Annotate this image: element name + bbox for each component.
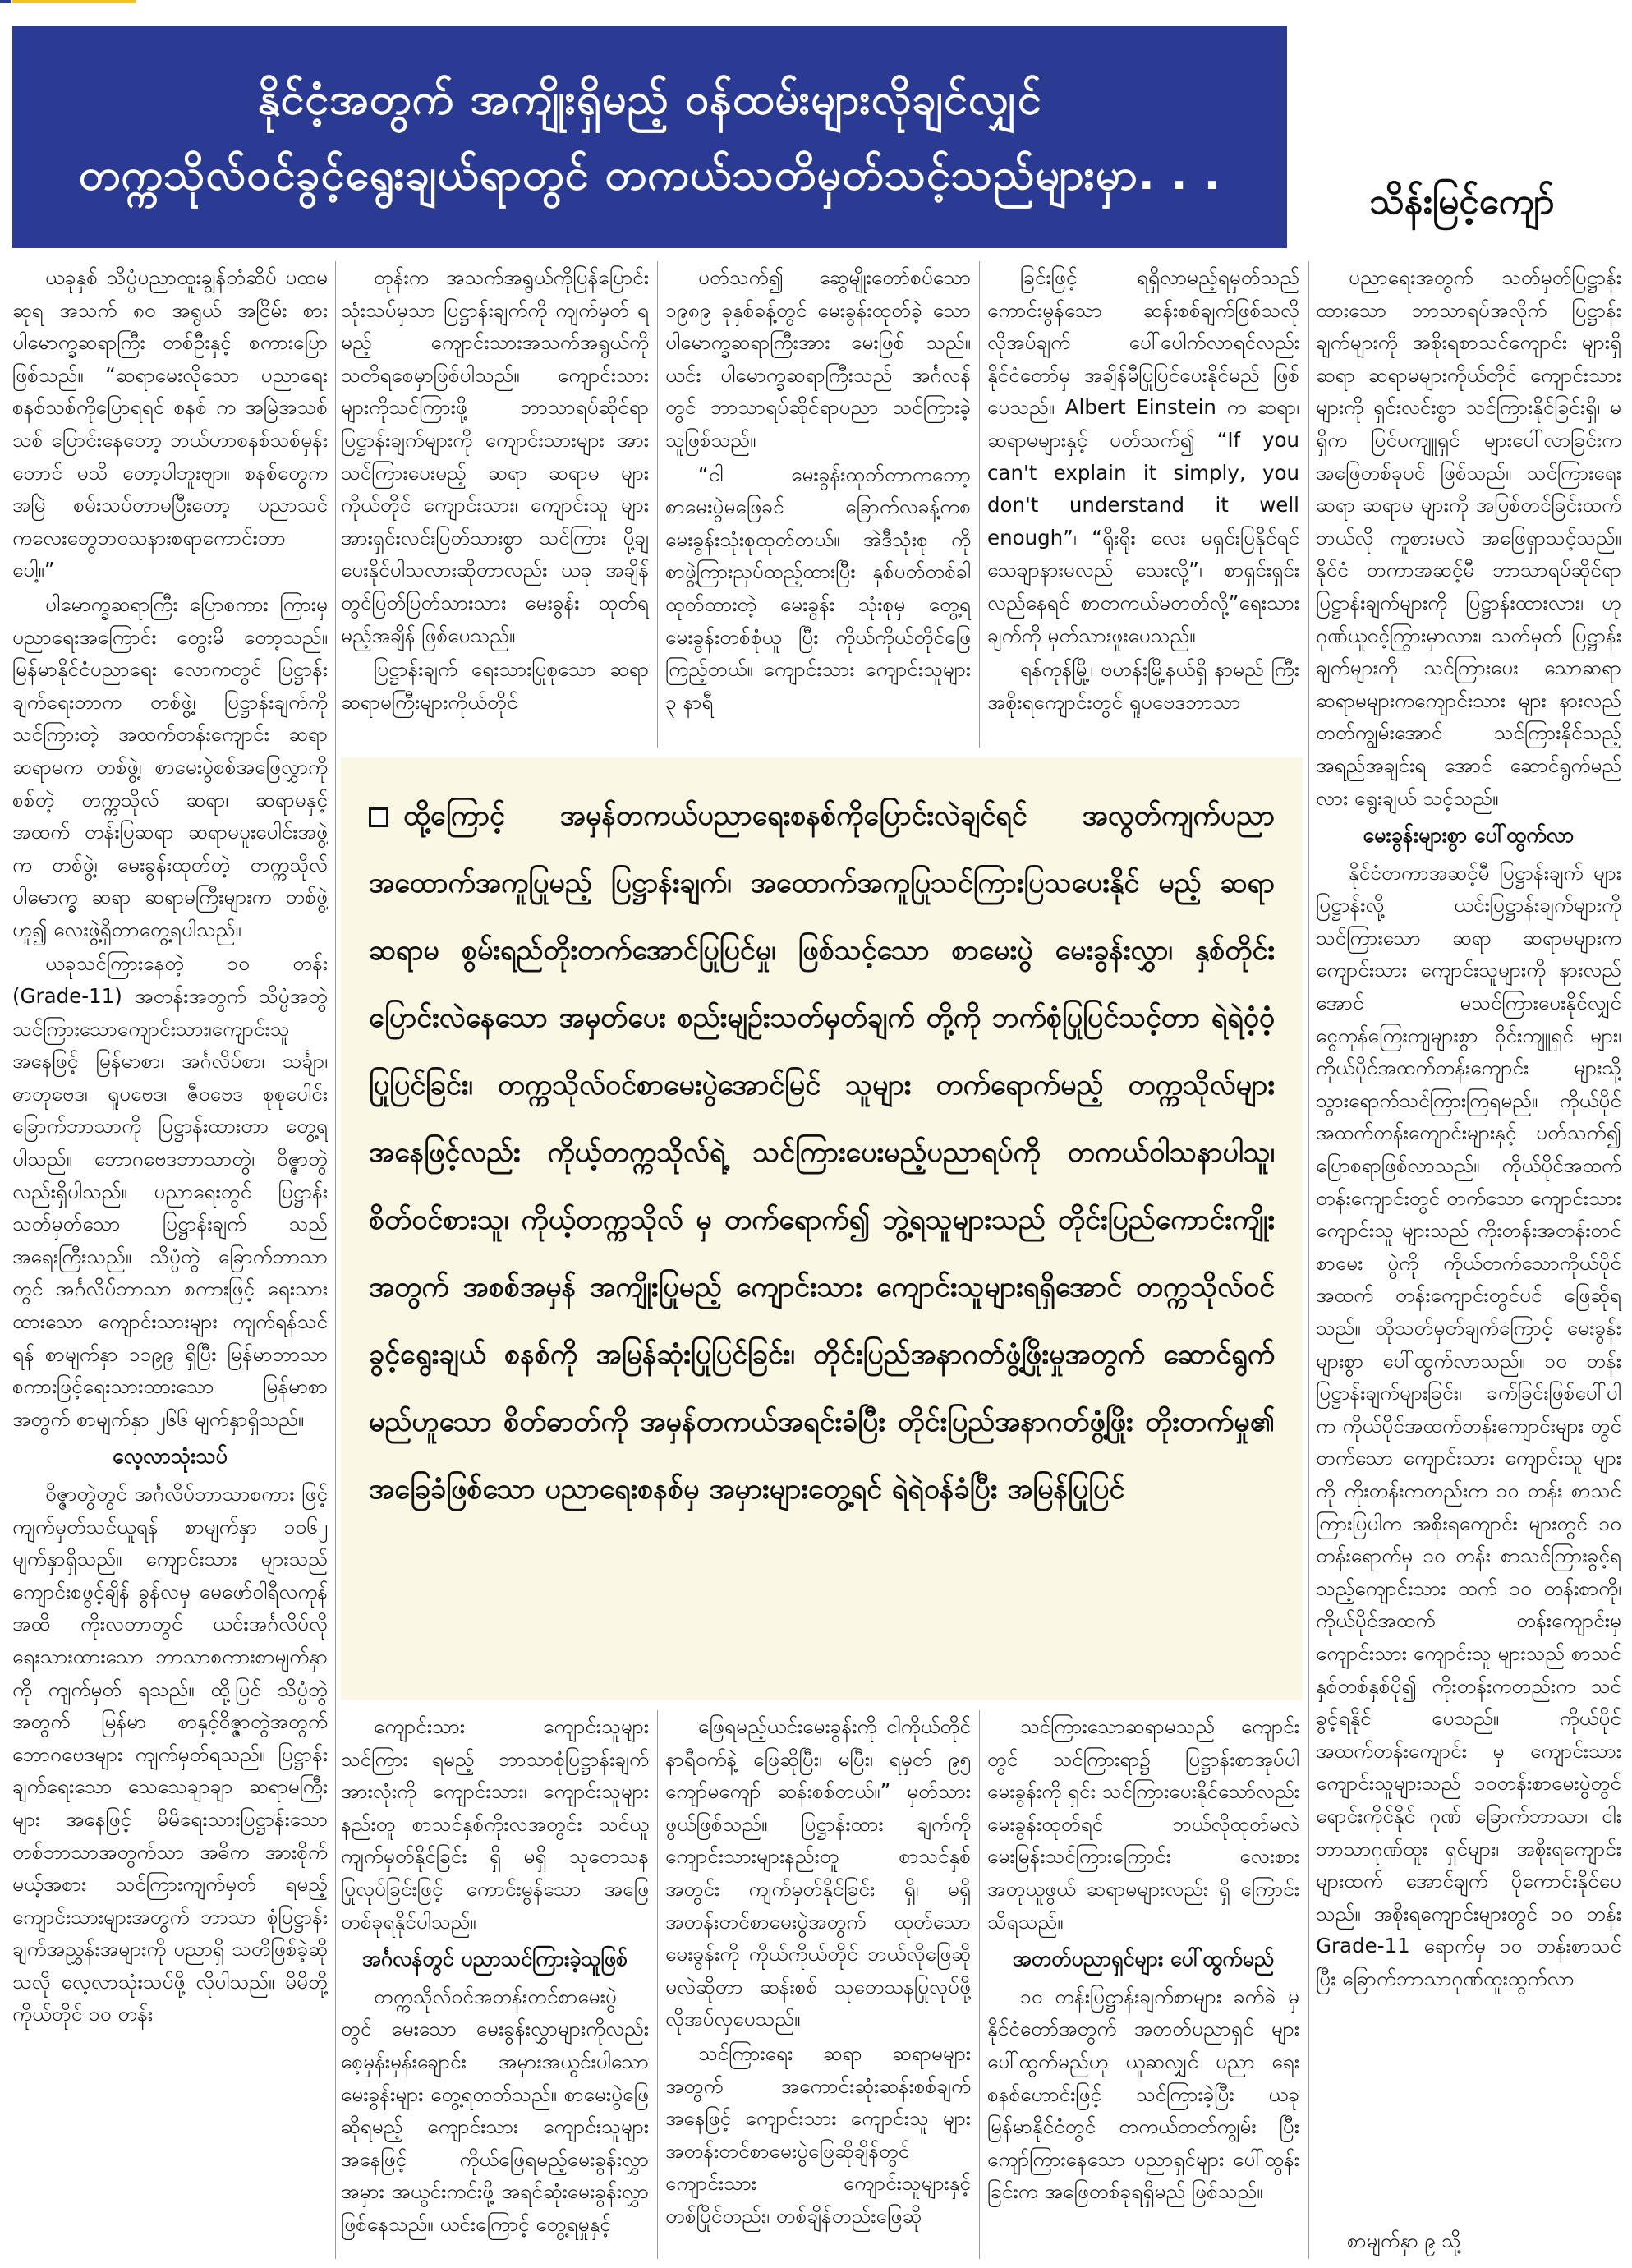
column-divider — [1308, 261, 1309, 2259]
headline-line-2: တက္ကသိုလ်ဝင်ခွင့်ရွေးချယ်ရာတွင် တကယ်သတိမှတ်သင့်သည်များမှာ. . . — [78, 150, 1221, 200]
article-paragraph: ၁၀ တန်းပြဋ္ဌာန်းချက်စာများ ခက်ခဲ မှ နိုင်ငံတော်အတွက် အတတ်ပညာရှင် များပေါ်ထွက်မည်ဟု ယူဆလျှင် ပညာ ရေးစနစ်ဟောင်းဖြင့် သင်ကြားခဲ့ပြီး ယခုမြန်မာနိုင်ငံတွင် တကယ်တတ်ကျွမ်း ပြီး ကျော်ကြားနေသော ပညာရှင်များ ပေါ်ထွန်းခြင်းက အဖြေတစ်ခုရရှိမည် ဖြစ်သည်။ — [987, 1984, 1299, 2204]
subheading: လေ့လာသုံးသပ် — [113, 1444, 228, 1469]
article-paragraph: ဖြေရမည့်ယင်းမေးခွန်းကို ငါကိုယ်တိုင် နာရီဝက်နဲ့ ဖြေဆိုပြီး၊ မပြီး၊ ရမှတ် ၉၅ ကျော်မကျော် ဆန်းစစ်တယ်။” မှတ်သားဖွယ်ဖြစ်သည်။ ပြဋ္ဌာန်းထား ချက်ကို ကျောင်းသားများနည်းတူ စာသင်နှစ်အတွင်း ကျက်မှတ်နိုင်ခြင်း ရှိ၊ မရှိ အတန်းတင်စာမေးပွဲအတွက် ထုတ်သောမေးခွန်းကို ကိုယ်ကိုယ်တိုင် ဘယ်လိုဖြေဆိုမလဲဆိုတာ ဆန်းစစ် သုတေသနပြုလုပ်ဖို့ လိုအပ်လှပေသည်။ — [665, 1714, 971, 2031]
article-column-4-bottom — [987, 1710, 1299, 2259]
article-column-3-top — [665, 261, 971, 748]
article-paragraph: ကျောင်းသား ကျောင်းသူများ သင်ကြား ရမည့် ဘာသာစုံပြဋ္ဌာန်းချက်အားလုံးကို ကျောင်းသား၊ ကျောင်းသူများနည်းတူ စာသင်နှစ်ကိုးလအတွင်း သင်ယူ ကျက်မှတ်နိုင်ခြင်း ရှိ မရှိ သုတေသန ပြုလုပ်ခြင်းဖြင့် ကောင်းမွန်သော အဖြေ တစ်ခုရနိုင်ပါသည်။ — [341, 1714, 649, 1934]
article-paragraph: ပညာရေးအတွက် သတ်မှတ်ပြဋ္ဌာန်း ထားသော ဘာသာရပ်အလိုက် ပြဋ္ဌာန်း ချက်များကို အစိုးရစာသင်ကျောင်း များရှိ ဆရာ ဆရာမများကိုယ်တိုင် ကျောင်းသားများကို ရှင်းလင်းစွာ သင်ကြားနိုင်ခြင်းရှိ၊ မရှိက ပြင်ပကျူရှင် များပေါ်လာခြင်းက အဖြေတစ်ခုပင် ဖြစ်သည်။ သင်ကြားရေး ဆရာ ဆရာမ များကို အပြစ်တင်ခြင်းထက် ဘယ်လို ကူစားမလဲ အဖြေရှာသင့်သည်။ နိုင်ငံ တကာအဆင့်မီ ဘာသာရပ်ဆိုင်ရာ ပြဋ္ဌာန်းချက်များကို ပြဋ္ဌာန်းထားလား၊ ဟုဂုဏ်ယူဝင့်ကြွားမှာလား၊ သတ်မှတ် ပြဋ္ဌာန်းချက်များကို သင်ကြားပေး သောဆရာ ဆရာမများကကျောင်းသား များ နားလည်တတ်ကျွမ်းအောင် သင်ကြားနိုင်သည့် အရည်အချင်းရ အောင် ဆောင်ရွက်မည်လား ရွေးချယ် သင့်သည်။ — [1316, 265, 1621, 810]
column-divider — [657, 1710, 658, 2259]
top-strip — [0, 0, 1632, 8]
author-byline: သိန်းမြင့်ကျော် — [1369, 181, 1555, 223]
subheading: အင်္ဂလန်တွင် ပညာသင်ကြားခဲ့သူဖြစ် — [361, 1947, 628, 1971]
article-paragraph: သင်ကြားရေး ဆရာ ဆရာမများ အတွက် အကောင်းဆုံးဆန်းစစ်ချက် အနေဖြင့် ကျောင်းသား ကျောင်းသူ များ အတန်းတင်စာမေးပွဲဖြေဆိုချိန်တွင် ကျောင်းသား ကျောင်းသူများနှင့် တစ်ပြိုင်တည်း၊ တစ်ချိန်တည်းဖြေဆို — [665, 2040, 971, 2228]
headline-box — [12, 26, 1287, 248]
article-paragraph: “ငါ မေးခွန်းထုတ်တာကတော့ စာမေးပွဲမဖြေခင် ခြောက်လခန့်ကစ မေးခွန်းသုံးစုထုတ်တယ်။ အဲဒီသုံးစု ကို စာဖွဲ့ကြားညှပ်ထည့်ထားပြီး နှစ်ပတ်တစ်ခါ ထုတ်ထားတဲ့ မေးခွန်း သုံးစုမှ တွေ့ရ မေးခွန်းတစ်စုံယူ ပြီး ကိုယ်ကိုယ်တိုင်ဖြေကြည့်တယ်။ ကျောင်းသား ကျောင်းသူများ ၃ နာရီ — [665, 462, 971, 714]
article-paragraph: ယခုနှစ် သိပ္ပံပညာထူးချွန်တံဆိပ် ပထမဆုရ အသက် ၈၀ အရွယ် အငြိမ်း စားပါမောက္ခဆရာကြီး တစ်ဦးနှင့် စကားပြောဖြစ်သည်။ “ဆရာမေးလိုသော ပညာရေးစနစ်သစ်ကိုပြောရရင် စနစ် က အမြဲအသစ်သစ် ပြောင်းနေတော့ ဘယ်ဟာစနစ်သစ်မှန်းတောင် မသိ တော့ပါဘူးဗျာ။ စနစ်တွေက အမြဲ စမ်းသပ်တာမပြီးတော့ ပညာသင် ကလေးတွေဘဝသနားစရာကောင်းတာ ပေါ့။” — [12, 265, 328, 582]
column-divider — [979, 1710, 980, 2259]
article-paragraph: သင်ကြားသောဆရာမသည် ကျောင်း တွင် သင်ကြားရာ၌ ပြဋ္ဌာန်းစာအုပ်ပါ မေးခွန်းကို ရှင်း သင်ကြားပေးနိုင်သော်လည်း မေးခွန်းထုတ်ရင် ဘယ်လိုထုတ်မလဲ မေးမြန်းသင်ကြားကြောင်း လေးစား အတုယူဖွယ် ဆရာမများလည်း ရှိ ကြောင်း သိရသည်။ — [987, 1714, 1299, 1934]
article-paragraph: ရန်ကုန်မြို့၊ ဗဟန်းမြို့နယ်ရှိ နာမည် ကြီးအစိုးရကျောင်းတွင် ရူပဗေဒဘာသာ — [987, 657, 1299, 714]
article-paragraph: ပြဋ္ဌာန်းချက် ရေးသားပြုစုသော ဆရာ ဆရာမကြီးများကိုယ်တိုင် — [341, 657, 649, 714]
subheading: မေးခွန်းများစွာ ပေါ်ထွက်လာ — [1363, 823, 1575, 848]
article-paragraph: ယခုသင်ကြားနေတဲ့ ၁၀ တန်း (Grade-11) အတန်းအတွက် သိပ္ပံအတွဲ သင်ကြားသောကျောင်းသား၊ကျောင်းသူ အနေဖြင့် မြန်မာစာ၊ အင်္ဂလိပ်စာ၊ သင်္ချာ၊ ဓာတုဗေဒ၊ ရူပဗေဒ၊ ဇီဝဗေဒ စုစုပေါင်း ခြောက်ဘာသာကို ပြဋ္ဌာန်းထားတာ တွေ့ရပါသည်။ ဘောဂဗေဒဘာသာတွဲ၊ ဝိဇ္ဇာတွဲလည်းရှိပါသည်။ ပညာရေးတွင် ပြဋ္ဌာန်းသတ်မှတ်သော ပြဋ္ဌာန်းချက် သည် အရေးကြီးသည်။ သိပ္ပံတွဲ ခြောက်ဘာသာတွင် အင်္ဂလိပ်ဘာသာ စကားဖြင့် ရေးသားထားသော ကျောင်းသားများ ကျက်ရန်သင်ရန် စာမျက်နှာ ၁၁၉၉ ရှိပြီး မြန်မာဘာသာ စကားဖြင့်ရေးသားထားသော မြန်မာစာ အတွက် စာမျက်နှာ ၂၆၆ မျက်နှာရှိသည်။ — [12, 951, 328, 1431]
article-column-2-top — [341, 261, 649, 748]
article-column-1 — [12, 261, 328, 2259]
column-divider — [335, 261, 336, 2259]
column-divider — [979, 261, 980, 748]
article-paragraph: ပတ်သက်၍ ဆွေမျိုးတော်စပ်သော ၁၉၈၉ ခုနှစ်ခန့်တွင် မေးခွန်းထုတ်ခဲ့ သောပါမောက္ခဆရာကြီးအား မေးဖြစ် သည်။ ယင်း ပါမောက္ခဆရာကြီးသည် အင်္ဂလန်တွင် ဘာသာရပ်ဆိုင်ရာပညာ သင်ကြားခဲ့သူဖြစ်သည်။ — [665, 265, 971, 452]
top-accent-bar — [12, 0, 136, 3]
headline-line-1: နိုင်ငံ့အတွက် အကျိုးရှိမည့် ဝန်ထမ်းများလိုချင်လျှင် — [257, 75, 1042, 124]
article-column-3-bottom — [665, 1710, 971, 2259]
article-paragraph: နိုင်ငံတကာအဆင့်မီ ပြဋ္ဌာန်းချက် များပြဋ္ဌာန်းလို့ ယင်းပြဋ္ဌာန်းချက်များကို သင်ကြားသော ဆရာ ဆရာမများက ကျောင်းသား ကျောင်းသူများကို နားလည်အောင် မသင်ကြားပေးနိုင်လျှင် ငွေကုန်ကြေးကျများစွာ ဝိုင်းကျူရှင် များ၊ ကိုယ်ပိုင်အထက်တန်းကျောင်း များသို့ သွားရောက်သင်ကြားကြရမည်။ ကိုယ်ပိုင် အထက်တန်းကျောင်းများနှင့် ပတ်သက်၍ ပြောစရာဖြစ်လာသည်။ ကိုယ်ပိုင်အထက် တန်းကျောင်းတွင် တက်သော ကျောင်းသား ကျောင်းသူ များသည် ကိုးတန်းအတန်းတင် စာမေး ပွဲကို ကိုယ်တက်သောကိုယ်ပိုင်အထက် တန်းကျောင်းတွင်ပင် ဖြေဆိုရသည်။ ထိုသတ်မှတ်ချက်ကြောင့် မေးခွန်း များစွာ ပေါ်ထွက်လာသည်။ ၁၀ တန်း ပြဋ္ဌာန်းချက်များခြင်း၊ ခက်ခြင်းဖြစ်ပေါ်ပါ က ကိုယ်ပိုင်အထက်တန်းကျောင်းများ တွင်တက်သော ကျောင်းသား ကျောင်းသူ များကို ကိုးတန်းကတည်းက ၁၀ တန်း စာသင်ကြားပြပါက အစိုးရကျောင်း များတွင် ၁၀ တန်းရောက်မှ ၁၀ တန်း စာသင်ကြားခွင့်ရသည့်ကျောင်းသား ထက် ၁၀ တန်းစာကို၊ ကိုယ်ပိုင်အထက် တန်းကျောင်းမှကျောင်းသား ကျောင်းသူ များသည် စာသင်နှစ်တစ်နှစ်ပို၍ ကိုးတန်းကတည်းက သင်ခွင့်ရနိုင် ပေသည်။ ကိုယ်ပိုင်အထက်တန်းကျောင်း မှ ကျောင်းသား ကျောင်းသူများသည် ၁၀တန်းစာမေးပွဲတွင် ရောင်းကိုင်နိုင် ဂုဏ် ခြောက်ဘာသာ၊ ငါးဘာသာဂုဏ်ထူး ရှင်များ၊ အစိုးရကျောင်းများထက် အောင်ချက် ပိုကောင်းနိုင်ပေသည်။ အစိုးရကျောင်းများတွင် ၁၀ တန်း Grade-11 ရောက်မှ ၁၀ တန်းစာသင် ပြီး ခြောက်ဘာသာဂုဏ်ထူးထွက်လာ — [1316, 860, 1621, 1990]
article-column-2-bottom — [341, 1710, 649, 2259]
pull-quote — [341, 757, 1303, 1700]
article-paragraph: ခြင်းဖြင့် ရရှိလာမည့်ရမှတ်သည် ကောင်းမွန်သော ဆန်းစစ်ချက်ဖြစ်သလို လိုအပ်ချက် ပေါ်ပေါက်လာရင်လည်း နိုင်ငံတော်မှ အချိန်မီပြုပြင်ပေးနိုင်မည် ဖြစ်ပေသည်။ Albert Einstein က ဆရာ၊ ဆရာမများနှင့် ပတ်သက်၍ “If you can't explain it simply, you don't understand it well enough”၊ “ရိုးရိုး လေး မရှင်းပြနိုင်ရင် သေချာနားမလည် သေးလို့”၊ စာရှင်းရှင်းလည်နေရင် စာတကယ်မတတ်လို့”ရေးသားချက်ကို မှတ်သားဖူးပေသည်။ — [987, 265, 1299, 647]
article-paragraph: တက္ကသိုလ်ဝင်အတန်းတင်စာမေးပွဲ တွင် မေးသော မေးခွန်းလွှာများကိုလည်း စေ့မှန်းမှန်းချောင်း အမှားအယွင်းပါသော မေးခွန်းများ တွေ့ရတတ်သည်။ စာမေးပွဲဖြေဆိုရမည့် ကျောင်းသား ကျောင်းသူများအနေဖြင့် ကိုယ်ဖြေရမည့်မေးခွန်းလွှာ အမှား အယွင်းကင်းဖို့ အရင်ဆုံးမေးခွန်းလွှာ ဖြစ်နေသည်။ ယင်းကြောင့် တွေ့ရမှုနှင့် — [341, 1984, 649, 2236]
column-divider — [657, 261, 658, 748]
article-paragraph: ပါမောက္ခဆရာကြီး ပြောစကား ကြားမှ ပညာရေးအကြောင်း တွေးမိ တော့သည်။ မြန်မာနိုင်ငံပညာရေး လောကတွင် ပြဋ္ဌာန်းချက်ရေးတာက တစ်ဖွဲ့၊ ပြဋ္ဌာန်းချက်ကိုသင်ကြားတဲ့ အထက်တန်းကျောင်း ဆရာ ဆရာမက တစ်ဖွဲ့၊ စာမေးပွဲစစ်အဖြေလွှာကိုစစ်တဲ့ တက္ကသိုလ် ဆရာ၊ ဆရာမနှင့် အထက် တန်းပြဆရာ ဆရာမပူးပေါင်းအဖွဲ့က တစ်ဖွဲ့၊ မေးခွန်းထုတ်တဲ့ တက္ကသိုလ် ပါမောက္ခ ဆရာ ဆရာမကြီးများက တစ်ဖွဲ့ဟူ၍ လေးဖွဲ့ရှိတာတွေ့ရပါသည်။ — [12, 591, 328, 941]
continued-on-page: စာမျက်နှာ ၉ သို့ — [1347, 2229, 1461, 2252]
checkbox-square-icon — [369, 807, 388, 827]
article-paragraph: တုန်းက အသက်အရွယ်ကိုပြန်ပြောင်း သုံးသပ်မှသာ ပြဋ္ဌာန်းချက်ကို ကျက်မှတ် ရမည့် ကျောင်းသားအသက်အရွယ်ကို သတိရစေမှာဖြစ်ပါသည်။ ကျောင်းသား များကိုသင်ကြားဖို့ ဘာသာရပ်ဆိုင်ရာ ပြဋ္ဌာန်းချက်များကို ကျောင်းသားများ အား သင်ကြားပေးမည့် ဆရာ ဆရာမ များကိုယ်တိုင် ကျောင်းသား၊ ကျောင်းသူ များအားရှင်းလင်းပြတ်သားစွာ သင်ကြား ပို့ချပေးနိုင်ပါသလားဆိုတာလည်း ယခု အချိန်တွင်ပြတ်ပြတ်သားသား မေးခွန်း ထုတ်ရမည့်အချိန် ဖြစ်ပေသည်။ — [341, 265, 649, 647]
top-accent-left — [0, 0, 11, 3]
article-column-5 — [1316, 261, 1621, 2224]
article-column-4-top — [987, 261, 1299, 748]
pull-quote-text: ထို့ကြောင့် အမှန်တကယ်ပညာရေးစနစ်ကိုပြောင်းလဲချင်ရင် အလွတ်ကျက်ပညာ အထောက်အကူပြုမည့် ပြဋ္ဌာန်းချက်၊ အထောက်အကူပြုသင်ကြားပြသပေးနိုင် မည့် ဆရာ ဆရာမ စွမ်းရည်တိုးတက်အောင်ပြုပြင်မှု၊ ဖြစ်သင့်သော စာမေးပွဲ မေးခွန်းလွှာ၊ နှစ်တိုင်းပြောင်းလဲနေသော အမှတ်ပေး စည်းမျဉ်းသတ်မှတ်ချက် တို့ကို ဘက်စုံပြုပြင်သင့်တာ ရဲရဲဝံ့ဝံ့ပြုပြင်ခြင်း၊ တက္ကသိုလ်ဝင်စာမေးပွဲအောင်မြင် သူများ တက်ရောက်မည့် တက္ကသိုလ်များအနေဖြင့်လည်း ကိုယ့်တက္ကသိုလ်ရဲ့ သင်ကြားပေးမည့်ပညာရပ်ကို တကယ်ဝါသနာပါသူ၊ စိတ်ဝင်စားသူ၊ ကိုယ့်တက္ကသိုလ် မှ တက်ရောက်၍ ဘွဲ့ရသူများသည် တိုင်းပြည်ကောင်းကျိုးအတွက် အစစ်အမှန် အကျိုးပြုမည့် ကျောင်းသား ကျောင်းသူများရရှိအောင် တက္ကသိုလ်ဝင်ခွင့်ရွေးချယ် စနစ်ကို အမြန်ဆုံးပြုပြင်ခြင်း၊ တိုင်းပြည်အနာဂတ်ဖွံ့ဖြိုးမှုအတွက် ဆောင်ရွက် မည်ဟူသော စိတ်ဓာတ်ကို အမှန်တကယ်အရင်းခံပြီး တိုင်းပြည်အနာဂတ်ဖွံ့ဖြိုး တိုးတက်မှု၏ အခြေခံဖြစ်သော ပညာရေးစနစ်မှ အမှားများတွေ့ရင် ရဲရဲဝန်ခံပြီး အမြန်ပြုပြင် — [369, 799, 1275, 1506]
subheading: အတတ်ပညာရှင်များ ပေါ်ထွက်မည် — [1012, 1947, 1275, 1971]
article-paragraph: ဝိဇ္ဇာတွဲတွင် အင်္ဂလိပ်ဘာသာစကား ဖြင့် ကျက်မှတ်သင်ယူရန် စာမျက်နှာ ၁၀၆၂ မျက်နှာရှိသည်။ ကျောင်းသား များသည် ကျောင်းစဖွင့်ချိန် ခွန်လမှ မေဖော်ဝါရီလကုန်အထိ ကိုးလတာတွင် ယင်းအင်္ဂလိပ်လို ရေးသားထားသော ဘာသာစကားစာမျက်နှာကို ကျက်မှတ် ရသည်။ ထို့ပြင် သိပ္ပံတွဲအတွက် မြန်မာ စာနှင့်ဝိဇ္ဇာတွဲအတွက် ဘောဂဗေဒများ ကျက်မှတ်ရသည်။ ပြဋ္ဌာန်းချက်ရေးသော သေသေချာချာ ဆရာမကြီးများ အနေဖြင့် မိမိရေးသားပြဋ္ဌာန်းသော တစ်ဘာသာအတွက်သာ အဓိက အားစိုက်မယ့်အစား သင်ကြားကျက်မှတ် ရမည့်ကျောင်းသားများအတွက် ဘာသာ စုံပြဋ္ဌာန်းချက်အညွှန်းအများကို ပညာရှိ သတိဖြစ်ခဲ့ဆိုသလို လေ့လာသုံးသပ်ဖို့ လိုပါသည်။ မိမိတို့ကိုယ်တိုင် ၁၀ တန်း — [12, 1481, 328, 2026]
